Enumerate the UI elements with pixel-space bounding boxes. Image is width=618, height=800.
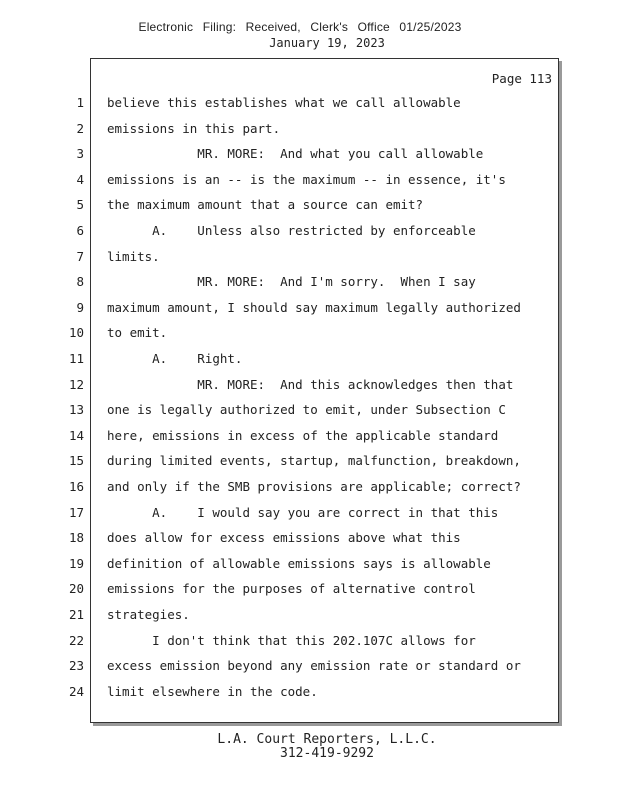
transcript-line-text: emissions in this part. (107, 121, 281, 136)
transcript-date: January 19, 2023 (269, 36, 385, 50)
line-number: 6 (76, 223, 84, 238)
transcript-line-text: does allow for excess emissions above what this (107, 530, 461, 545)
transcript-line-text: and only if the SMB provisions are applicable; correct? (107, 479, 521, 494)
court-reporter-phone: 312-419-9292 (280, 746, 374, 761)
line-number: 12 (68, 377, 84, 392)
page-number: Page 113 (491, 71, 552, 86)
transcript-line-text: emissions is an -- is the maximum -- in essence, it's (107, 172, 506, 187)
line-number: 7 (76, 249, 84, 264)
line-number: 22 (68, 633, 84, 648)
line-number: 1 (76, 95, 84, 110)
transcript-line-text: believe this establishes what we call allowable (107, 95, 461, 110)
court-reporter-name: L.A. Court Reporters, L.L.C. (217, 732, 437, 747)
transcript-line-text: excess emission beyond any emission rate or standard or (107, 658, 521, 673)
transcript-line-text: I don't think that this 202.107C allows for (107, 633, 476, 648)
transcript-line-text: to emit. (107, 325, 168, 340)
line-number: 14 (68, 428, 84, 443)
transcript-line-text: maximum amount, I should say maximum legally authorized (107, 300, 521, 315)
line-number: 19 (68, 556, 84, 571)
transcript-line-text: definition of allowable emissions says is allowable (107, 556, 491, 571)
line-number: 18 (68, 530, 84, 545)
transcript-line-text: A. Unless also restricted by enforceable (107, 223, 476, 238)
transcript-line-text: during limited events, startup, malfunction, breakdown, (107, 453, 521, 468)
line-number: 17 (68, 505, 84, 520)
line-number: 21 (68, 607, 84, 622)
transcript-line-text: here, emissions in excess of the applicable standard (107, 428, 499, 443)
line-number: 11 (68, 351, 84, 366)
line-number: 15 (68, 453, 84, 468)
line-number: 3 (76, 146, 84, 161)
line-number: 10 (68, 325, 84, 340)
transcript-line-text: limits. (107, 249, 160, 264)
line-number: 16 (68, 479, 84, 494)
transcript-line-text: A. Right. (107, 351, 243, 366)
transcript-line-text: MR. MORE: And I'm sorry. When I say (107, 274, 476, 289)
transcript-line-text: MR. MORE: And this acknowledges then that (107, 377, 514, 392)
transcript-line-text: limit elsewhere in the code. (107, 684, 318, 699)
line-number: 23 (68, 658, 84, 673)
line-number: 13 (68, 402, 84, 417)
transcript-line-text: one is legally authorized to emit, under Subsection C (107, 402, 506, 417)
transcript-line-text: emissions for the purposes of alternative control (107, 581, 476, 596)
line-number: 5 (76, 197, 84, 212)
line-number: 24 (68, 684, 84, 699)
electronic-filing-stamp: Electronic Filing: Received, Clerk's Office 01/25/2023 (138, 20, 462, 34)
line-number: 2 (76, 121, 84, 136)
transcript-line-text: the maximum amount that a source can emit? (107, 197, 424, 212)
transcript-line-text: MR. MORE: And what you call allowable (107, 146, 484, 161)
line-number: 20 (68, 581, 84, 596)
transcript-line-text: A. I would say you are correct in that this (107, 505, 499, 520)
transcript-line-text: strategies. (107, 607, 190, 622)
line-number: 8 (76, 274, 84, 289)
line-number: 4 (76, 172, 84, 187)
line-number: 9 (76, 300, 84, 315)
